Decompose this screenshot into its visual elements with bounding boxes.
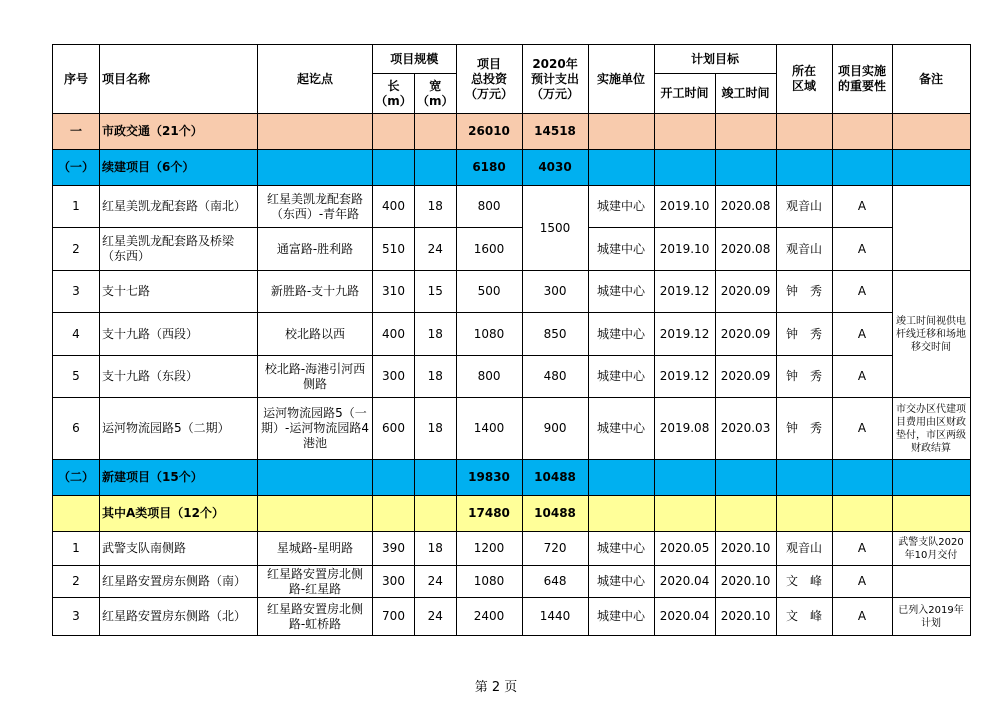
header-start: 开工时间 <box>654 74 715 114</box>
header-plan: 计划目标 <box>654 45 776 74</box>
row-name: 支十九路（东段） <box>100 356 258 398</box>
row-note: 已列入2019年计划 <box>892 598 970 636</box>
row-name: 支十九路（西段） <box>100 313 258 356</box>
header-length-line1: 长 <box>387 78 400 93</box>
header-spend-line3: （万元） <box>531 86 580 101</box>
row-seq: 4 <box>53 313 100 356</box>
row-length: 310 <box>373 271 415 313</box>
row-importance: A <box>832 271 892 313</box>
row-end: 2020.10 <box>715 566 776 598</box>
row-length: 300 <box>373 356 415 398</box>
row-area: 观音山 <box>776 532 832 566</box>
row-importance: A <box>832 186 892 228</box>
row-spend: 900 <box>522 398 588 460</box>
header-area-line2: 区域 <box>792 79 817 93</box>
row-start: 2020.04 <box>654 566 715 598</box>
row-start: 2019.12 <box>654 356 715 398</box>
row-area: 文 峰 <box>776 598 832 636</box>
row-note <box>892 566 970 598</box>
header-invest-line2: 总投资 <box>471 71 508 86</box>
project-table <box>52 44 971 636</box>
row-area: 钟 秀 <box>776 398 832 460</box>
category-row-municipal <box>53 114 971 150</box>
header-length-line2: （m） <box>375 93 412 108</box>
row-start: 2020.05 <box>654 532 715 566</box>
row-width: 18 <box>415 398 457 460</box>
row-start: 2019.12 <box>654 313 715 356</box>
row-unit: 城建中心 <box>588 532 654 566</box>
row-spend: 720 <box>522 532 588 566</box>
row-end: 2020.09 <box>715 271 776 313</box>
table-row <box>53 566 971 598</box>
category-invest: 19830 <box>456 460 522 496</box>
row-area: 观音山 <box>776 228 832 271</box>
page-number: 第 2 页 <box>474 680 518 695</box>
category-name: 市政交通（21个） <box>100 114 258 150</box>
header-importance-line2: 的重要性 <box>838 79 887 93</box>
header-note: 备注 <box>892 45 970 114</box>
row-importance: A <box>832 398 892 460</box>
row-spend: 480 <box>522 356 588 398</box>
row-importance: A <box>832 566 892 598</box>
row-invest: 1080 <box>456 566 522 598</box>
row-unit: 城建中心 <box>588 598 654 636</box>
header-width-line1: 宽 <box>429 78 442 93</box>
row-invest: 1080 <box>456 313 522 356</box>
row-length: 390 <box>373 532 415 566</box>
category-seq: （一） <box>53 150 100 186</box>
row-area: 观音山 <box>776 186 832 228</box>
row-seq: 1 <box>53 532 100 566</box>
row-name: 红星美凯龙配套路（南北） <box>100 186 258 228</box>
header-width <box>415 74 457 114</box>
header-invest-line1: 项目 <box>477 56 502 71</box>
row-seq: 6 <box>53 398 100 460</box>
row-start: 2019.12 <box>654 271 715 313</box>
row-importance: A <box>832 228 892 271</box>
category-invest: 17480 <box>456 496 522 532</box>
row-name: 武警支队南侧路 <box>100 532 258 566</box>
row-name: 红星美凯龙配套路及桥梁（东西） <box>100 228 258 271</box>
row-invest: 1200 <box>456 532 522 566</box>
header-area <box>776 45 832 114</box>
row-length: 510 <box>373 228 415 271</box>
row-invest: 2400 <box>456 598 522 636</box>
row-seq: 3 <box>53 598 100 636</box>
category-name: 其中A类项目（12个） <box>100 496 258 532</box>
row-unit: 城建中心 <box>588 313 654 356</box>
row-route: 校北路以西 <box>258 313 373 356</box>
row-seq: 5 <box>53 356 100 398</box>
header-unit: 实施单位 <box>588 45 654 114</box>
category-row-continuing <box>53 150 971 186</box>
row-width: 24 <box>415 228 457 271</box>
row-width: 24 <box>415 598 457 636</box>
row-length: 700 <box>373 598 415 636</box>
row-start: 2019.08 <box>654 398 715 460</box>
category-name: 续建项目（6个） <box>100 150 258 186</box>
category-spend: 10488 <box>522 496 588 532</box>
row-seq: 3 <box>53 271 100 313</box>
row-name: 支十七路 <box>100 271 258 313</box>
category-row-a-class <box>53 496 971 532</box>
row-length: 400 <box>373 313 415 356</box>
category-seq: （二） <box>53 460 100 496</box>
header-name: 项目名称 <box>100 45 258 114</box>
category-seq: 一 <box>53 114 100 150</box>
row-unit: 城建中心 <box>588 186 654 228</box>
header-area-line1: 所在 <box>792 64 817 78</box>
row-route: 校北路-海港引河西侧路 <box>258 356 373 398</box>
row-width: 18 <box>415 313 457 356</box>
row-invest: 1400 <box>456 398 522 460</box>
row-length: 300 <box>373 566 415 598</box>
row-width: 15 <box>415 271 457 313</box>
table-row <box>53 598 971 636</box>
category-spend: 10488 <box>522 460 588 496</box>
category-invest: 26010 <box>456 114 522 150</box>
row-name: 红星路安置房东侧路（南） <box>100 566 258 598</box>
header-importance <box>832 45 892 114</box>
row-width: 18 <box>415 186 457 228</box>
header-scale: 项目规模 <box>373 45 457 74</box>
row-route: 通富路-胜利路 <box>258 228 373 271</box>
header-spend-line2: 预计支出 <box>531 71 580 86</box>
row-unit: 城建中心 <box>588 356 654 398</box>
row-importance: A <box>832 532 892 566</box>
row-importance: A <box>832 313 892 356</box>
row-route: 红星路安置房北侧路-虹桥路 <box>258 598 373 636</box>
row-importance: A <box>832 356 892 398</box>
row-spend: 648 <box>522 566 588 598</box>
row-spend: 300 <box>522 271 588 313</box>
row-area: 钟 秀 <box>776 271 832 313</box>
row-length: 600 <box>373 398 415 460</box>
header-length <box>373 74 415 114</box>
header-end: 竣工时间 <box>715 74 776 114</box>
category-spend: 4030 <box>522 150 588 186</box>
row-end: 2020.08 <box>715 186 776 228</box>
row-note-empty <box>892 186 970 271</box>
table-row <box>53 398 971 460</box>
row-start: 2019.10 <box>654 228 715 271</box>
row-width: 24 <box>415 566 457 598</box>
row-start: 2019.10 <box>654 186 715 228</box>
row-spend: 850 <box>522 313 588 356</box>
row-unit: 城建中心 <box>588 228 654 271</box>
row-name: 运河物流园路5（二期） <box>100 398 258 460</box>
category-row-new <box>53 460 971 496</box>
table-row <box>53 313 971 356</box>
row-note: 市交办区代建项目费用由区财政垫付，市区两级财政结算 <box>892 398 970 460</box>
row-end: 2020.03 <box>715 398 776 460</box>
row-route: 红星路安置房北侧路-红星路 <box>258 566 373 598</box>
header-spend <box>522 45 588 114</box>
row-invest: 800 <box>456 186 522 228</box>
row-route: 运河物流园路5（一期）-运河物流园路4港池 <box>258 398 373 460</box>
row-end: 2020.10 <box>715 598 776 636</box>
row-invest: 800 <box>456 356 522 398</box>
row-width: 18 <box>415 356 457 398</box>
row-end: 2020.08 <box>715 228 776 271</box>
row-unit: 城建中心 <box>588 271 654 313</box>
row-invest: 500 <box>456 271 522 313</box>
row-end: 2020.09 <box>715 356 776 398</box>
table-row <box>53 532 971 566</box>
header-width-line2: （m） <box>417 93 454 108</box>
header-route: 起讫点 <box>258 45 373 114</box>
header-importance-line1: 项目实施 <box>838 64 887 78</box>
row-route: 新胜路-支十九路 <box>258 271 373 313</box>
category-spend: 14518 <box>522 114 588 150</box>
header-seq: 序号 <box>53 45 100 114</box>
row-name: 红星路安置房东侧路（北） <box>100 598 258 636</box>
row-route: 星城路-星明路 <box>258 532 373 566</box>
table-row <box>53 271 971 313</box>
row-area: 钟 秀 <box>776 313 832 356</box>
row-note: 武警支队2020年10月交付 <box>892 532 970 566</box>
row-width: 18 <box>415 532 457 566</box>
table-row <box>53 228 971 271</box>
row-seq: 2 <box>53 228 100 271</box>
header-invest <box>456 45 522 114</box>
row-end: 2020.09 <box>715 313 776 356</box>
row-start: 2020.04 <box>654 598 715 636</box>
header-spend-line1: 2020年 <box>532 56 578 71</box>
table-row <box>53 356 971 398</box>
row-unit: 城建中心 <box>588 566 654 598</box>
category-invest: 6180 <box>456 150 522 186</box>
table-row <box>53 186 971 228</box>
header-invest-line3: （万元） <box>465 86 514 101</box>
category-name: 新建项目（15个） <box>100 460 258 496</box>
row-route: 红星美凯龙配套路（东西）-青年路 <box>258 186 373 228</box>
row-end: 2020.10 <box>715 532 776 566</box>
row-spend: 1440 <box>522 598 588 636</box>
row-seq: 2 <box>53 566 100 598</box>
row-length: 400 <box>373 186 415 228</box>
row-spend-merged: 1500 <box>522 186 588 271</box>
row-unit: 城建中心 <box>588 398 654 460</box>
row-invest: 1600 <box>456 228 522 271</box>
row-seq: 1 <box>53 186 100 228</box>
row-area: 钟 秀 <box>776 356 832 398</box>
row-importance: A <box>832 598 892 636</box>
row-note-merged: 竣工时间视供电杆线迁移和场地移交时间 <box>892 271 970 398</box>
row-area: 文 峰 <box>776 566 832 598</box>
